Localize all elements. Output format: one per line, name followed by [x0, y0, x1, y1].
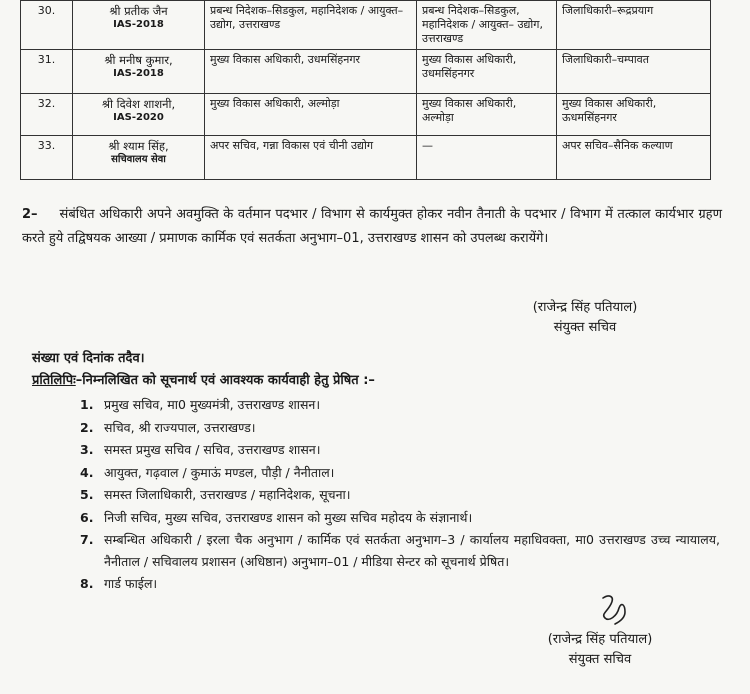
officer-service: IAS-2018 — [113, 68, 164, 79]
posting-table — [20, 0, 711, 180]
current-post: मुख्य विकास अधिकारी, अल्मोड़ा — [205, 94, 417, 136]
row-number: 31. — [21, 50, 73, 94]
list-item — [80, 529, 720, 572]
paragraph-text: संबंधित अधिकारी अपने अवमुक्ति के वर्तमान पदभार / विभाग से कार्यमुक्त होकर नवीन तैनाती के पदभार / विभाग में तत्काल कार्यभार ग्रहण करते हुये तद्विषयक आख्या / प्रमाणक कार्मिक एवं सतर्कता अनुभाग–01, उत्तराखण्ड शासन को उपलब्ध करायेंगे। — [22, 207, 722, 246]
signatory-name: (राजेन्द्र सिंह पतियाल) — [532, 300, 638, 315]
officer-name: श्री दिवेश शाशनी, — [101, 97, 176, 111]
current-post: प्रबन्ध निदेशक–सिडकुल, महानिदेशक / आयुक्त–उद्योग, उत्तराखण्ड — [205, 1, 417, 50]
new-post: अपर सचिव–सैनिक कल्याण — [557, 136, 711, 180]
list-item-text: निजी सचिव, मुख्य सचिव, उत्तराखण्ड शासन को मुख्य सचिव महोदय के संज्ञानार्थ। — [104, 509, 473, 525]
officer-service: IAS-2018 — [113, 19, 164, 30]
reference-line: संख्या एवं दिनांक तदैव। — [32, 351, 145, 366]
new-post: मुख्य विकास अधिकारी, ऊधमसिंहनगर — [557, 94, 711, 136]
table-row — [21, 94, 711, 136]
table-row — [21, 1, 711, 50]
list-item-number: 1. — [80, 397, 94, 412]
row-number: 32. — [21, 94, 73, 136]
list-item-number: 5. — [80, 487, 94, 502]
list-item — [80, 462, 720, 484]
list-item-text: समस्त जिलाधिकारी, उत्तराखण्ड / महानिदेशक, सूचना। — [104, 487, 351, 502]
officer-name: श्री श्याम सिंह, — [108, 139, 169, 153]
list-item-number: 2. — [80, 419, 94, 435]
officer-cell — [73, 136, 205, 180]
list-item-number: 3. — [80, 442, 94, 457]
officer-service: IAS-2020 — [113, 112, 164, 123]
officer-cell — [73, 94, 205, 136]
list-item-text: सचिव, श्री राज्यपाल, उत्तराखण्ड। — [104, 419, 256, 435]
current-post: अपर सचिव, गन्ना विकास एवं चीनी उद्योग — [205, 136, 417, 180]
list-item-text: गार्ड फाईल। — [104, 576, 158, 591]
table-row — [21, 136, 711, 180]
signatory-name: (राजेन्द्र सिंह पतियाल) — [547, 632, 653, 647]
handwritten-initials — [595, 592, 635, 626]
new-post: जिलाधिकारी–चम्पावत — [557, 50, 711, 94]
list-item-number: 4. — [80, 464, 94, 480]
instruction-paragraph — [22, 203, 722, 251]
officer-cell — [73, 50, 205, 94]
list-item-text: आयुक्त, गढ़वाल / कुमाऊं मण्डल, पौड़ी / नैनीताल। — [104, 464, 335, 480]
relieved-post: मुख्य विकास अधिकारी, उधमसिंहनगर — [417, 50, 557, 94]
list-item-text: प्रमुख सचिव, मा0 मुख्यमंत्री, उत्तराखण्ड शासन। — [104, 397, 321, 412]
list-item-number: 7. — [80, 532, 94, 547]
row-number: 30. — [21, 1, 73, 50]
table-row — [21, 50, 711, 94]
signature-block-top — [505, 298, 665, 338]
list-item-text: सम्बन्धित अधिकारी / इरला चैक अनुभाग / कार्मिक एवं सतर्कता अनुभाग–3 / कार्यालय महाधिवक्ता, मा0 उत्तराखण्ड उच्च न्यायालय, नैनीताल / सचिवालय प्रशासन (अधिष्ठान) अनुभाग–01 / मीडिया सेन्टर को सूचनार्थ प्रेषित। — [104, 532, 720, 569]
list-item — [80, 484, 720, 506]
copy-list — [80, 394, 720, 596]
signatory-designation: संयुक्त सचिव — [568, 652, 632, 667]
list-item — [80, 439, 720, 461]
copy-heading-text: –निम्नलिखित को सूचनार्थ एवं आवश्यक कार्यवाही हेतु प्रेषित :– — [75, 373, 375, 388]
row-number: 33. — [21, 136, 73, 180]
list-item — [80, 394, 720, 416]
current-post: मुख्य विकास अधिकारी, उधमसिंहनगर — [205, 50, 417, 94]
list-item-text: समस्त प्रमुख सचिव / सचिव, उत्तराखण्ड शासन। — [104, 442, 321, 457]
copy-heading — [32, 371, 375, 391]
copy-prefix: प्रतिलिपिः — [32, 373, 76, 388]
list-item — [80, 507, 720, 529]
relieved-post: मुख्य विकास अधिकारी, अल्मोड़ा — [417, 94, 557, 136]
officer-name: श्री मनीष कुमार, — [104, 53, 173, 67]
officer-service: सचिवालय सेवा — [111, 154, 166, 165]
relieved-post: प्रबन्ध निदेशक–सिडकुल, महानिदेशक / आयुक्त– उद्योग, उत्तराखण्ड — [417, 1, 557, 50]
list-item — [80, 417, 720, 439]
officer-cell — [73, 1, 205, 50]
signatory-designation: संयुक्त सचिव — [553, 320, 617, 335]
list-item-number: 8. — [80, 576, 94, 591]
new-post: जिलाधिकारी–रूद्रप्रयाग — [557, 1, 711, 50]
paragraph-number: 2– — [22, 207, 38, 222]
signature-block-bottom — [515, 630, 685, 670]
officer-name: श्री प्रतीक जैन — [109, 4, 168, 18]
list-item-number: 6. — [80, 509, 94, 525]
relieved-post: — — [417, 136, 557, 180]
